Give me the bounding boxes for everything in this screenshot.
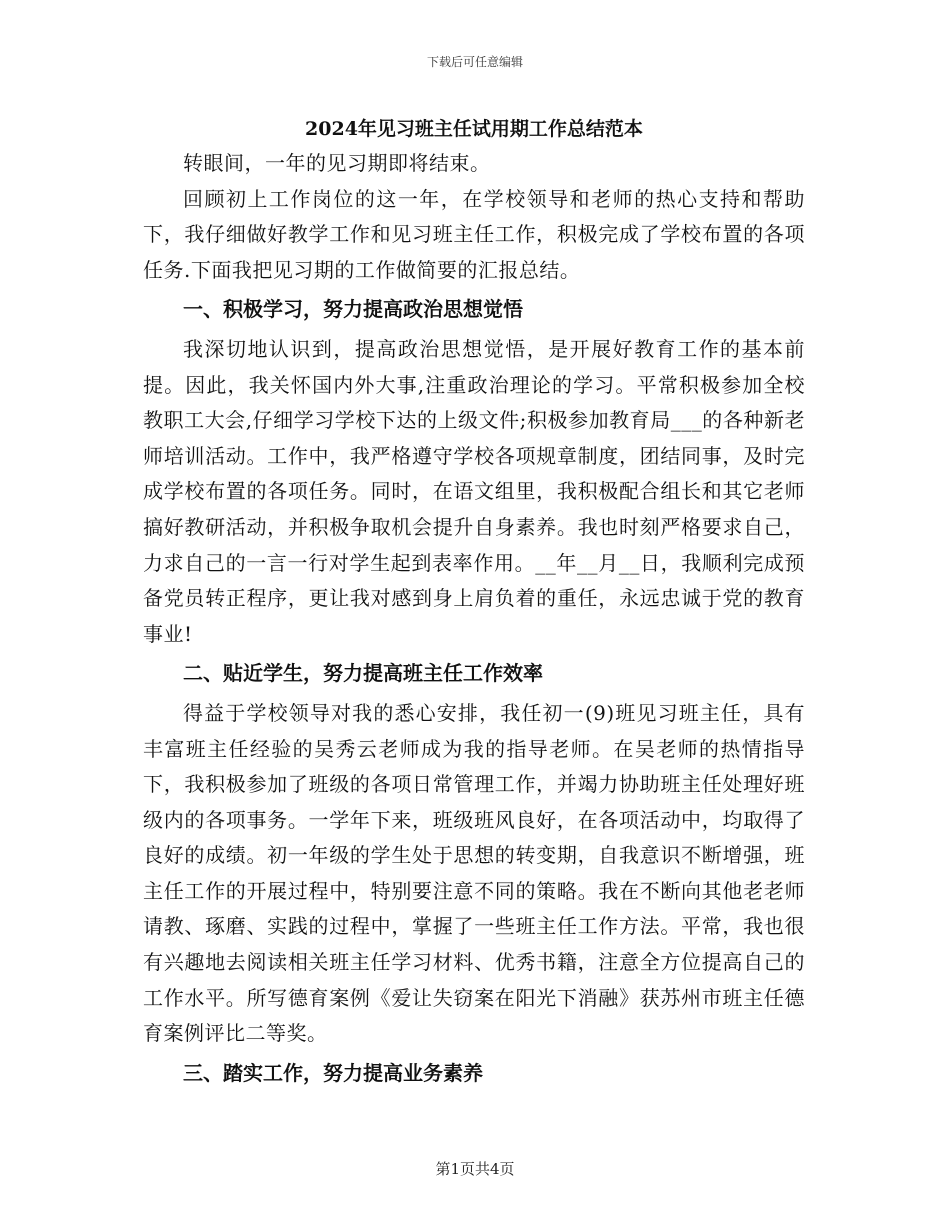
paragraph-section-1: 我深切地认识到，提高政治思想觉悟，是开展好教育工作的基本前提。因此，我关怀国内外大事,注重政治理论的学习。平常积极参加全校教职工大会,仔细学习学校下达的上级文件;积极参加教育局___的各种新老师培训活动。工作中，我严格遵守学校各项规章制度，团结同事，及时完成学校布置的各项任务。同时，在语文组里，我积极配合组长和其它老师搞好教研活动，并积极争取机会提升自身素养。我也时刻严格要求自己，力求自己的一言一行对学生起到表率作用。__年__月__日，我顺利完成预备党员转正程序，更让我对感到身上肩负着的重任，永远忠诚于党的教育事业! xyxy=(143,336,805,646)
section-heading-1: 一、积极学习，努力提高政治思想觉悟 xyxy=(183,297,523,322)
paragraph-intro: 转眼间，一年的见习期即将结束。 xyxy=(183,151,491,175)
paragraph-section-2: 得益于学校领导对我的悉心安排，我任初一(9)班见习班主任，具有丰富班主任经验的吴秀云老师成为我的指导老师。在吴老师的热情指导下，我积极参加了班级的各项日常管理工作，并竭力协助班主任处理好班级内的各项事务。一学年下来，班级班风良好，在各项活动中，均取得了良好的成绩。初一年级的学生处于思想的转变期，自我意识不断增强，班主任工作的开展过程中，特别要注意不同的策略。我在不断向其他老老师请教、琢磨、实践的过程中，掌握了一些班主任工作方法。平常，我也很有兴趣地去阅读相关班主任学习材料、优秀书籍，注意全方位提高自己的工作水平。所写德育案例《爱让失窃案在阳光下消融》获苏州市班主任德育案例评比二等奖。 xyxy=(143,700,805,1046)
document-title: 2024年见习班主任试用期工作总结范本 xyxy=(305,118,643,140)
section-heading-3: 三、踏实工作，努力提高业务素养 xyxy=(183,1060,483,1085)
page-number: 第1页共4页 xyxy=(435,1160,515,1178)
section-heading-2: 二、贴近学生，努力提高班主任工作效率 xyxy=(183,661,543,686)
paragraph-review: 回顾初上工作岗位的这一年，在学校领导和老师的热心支持和帮助下，我仔细做好教学工作和见习班主任工作，积极完成了学校布置的各项任务.下面我把见习期的工作做简要的汇报总结。 xyxy=(143,186,805,282)
header-note: 下载后可任意编辑 xyxy=(426,55,523,69)
document-body xyxy=(143,116,805,1095)
